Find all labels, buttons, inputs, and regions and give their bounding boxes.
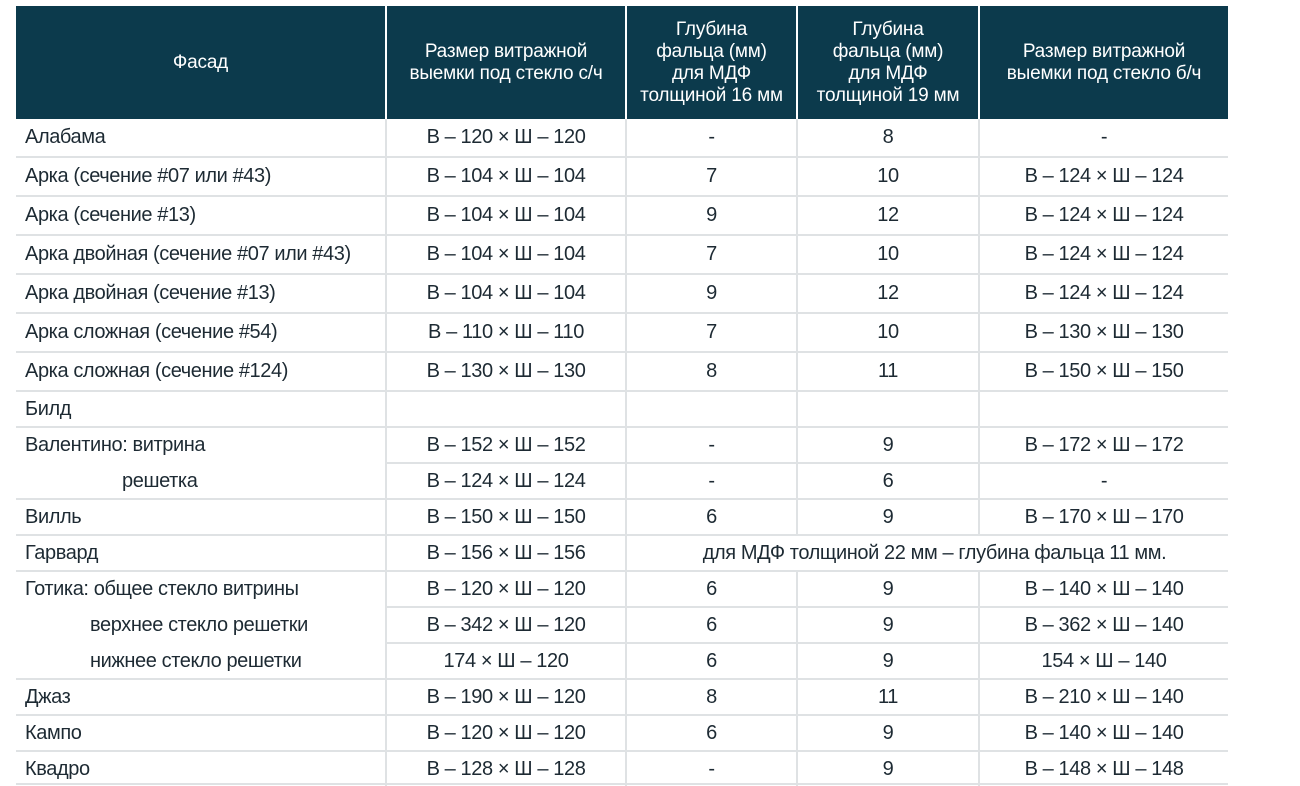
depth-16: 9	[626, 196, 797, 235]
depth-16: 7	[626, 157, 797, 196]
table-row	[16, 313, 1228, 352]
depth-16: -	[626, 427, 797, 463]
table-row	[16, 235, 1228, 274]
cutout-bc: В – 210 × Ш – 140	[979, 679, 1228, 715]
cutout-sc: В – 104 × Ш – 104	[386, 274, 626, 313]
cutout-bc: В – 150 × Ш – 150	[979, 352, 1228, 391]
cutout-sc: В – 150 × Ш – 150	[386, 499, 626, 535]
depth-16: 6	[626, 607, 797, 643]
table-row	[16, 427, 1228, 463]
depth-16: 6	[626, 571, 797, 607]
cutout-bc: В – 148 × Ш – 148	[979, 751, 1228, 786]
depth-19	[797, 391, 979, 427]
facade-name: Валентино: витрина	[16, 427, 386, 463]
cutout-bc: В – 362 × Ш – 140	[979, 607, 1228, 643]
depth-19: 11	[797, 679, 979, 715]
table-row	[16, 607, 1228, 643]
depth-note: для МДФ толщиной 22 мм – глубина фальца 11 мм.	[626, 535, 1228, 571]
cutout-sc	[386, 391, 626, 427]
cutout-sc: В – 190 × Ш – 120	[386, 679, 626, 715]
cutout-sc: В – 104 × Ш – 104	[386, 157, 626, 196]
cutout-bc: В – 124 × Ш – 124	[979, 235, 1228, 274]
cutout-sc: В – 130 × Ш – 130	[386, 352, 626, 391]
depth-19: 11	[797, 352, 979, 391]
depth-16: 6	[626, 499, 797, 535]
depth-19: 12	[797, 196, 979, 235]
facade-name: Вилль	[16, 499, 386, 535]
facade-name: Арка сложная (сечение #54)	[16, 313, 386, 352]
header-cutout-sc: Размер витражной выемки под стекло с/ч	[386, 6, 626, 119]
depth-16: -	[626, 119, 797, 157]
cutout-bc: В – 140 × Ш – 140	[979, 571, 1228, 607]
depth-16: 8	[626, 679, 797, 715]
depth-19: 9	[797, 607, 979, 643]
cutout-bc: В – 124 × Ш – 124	[979, 274, 1228, 313]
facade-name: решетка	[122, 469, 198, 492]
facade-name: Арка (сечение #13)	[16, 196, 386, 235]
cutout-sc: В – 120 × Ш – 120	[386, 715, 626, 751]
depth-16: 8	[626, 352, 797, 391]
header-cutout-bc: Размер витражной выемки под стекло б/ч	[979, 6, 1228, 119]
facade-name: Арка (сечение #07 или #43)	[16, 157, 386, 196]
cutout-bc: В – 140 × Ш – 140	[979, 715, 1228, 751]
depth-16	[626, 391, 797, 427]
facade-name: верхнее стекло решетки	[90, 613, 308, 636]
cutout-bc: В – 124 × Ш – 124	[979, 196, 1228, 235]
depth-19: 8	[797, 119, 979, 157]
cutout-sc: В – 104 × Ш – 104	[386, 235, 626, 274]
cutout-bc: -	[979, 119, 1228, 157]
depth-16: 6	[626, 715, 797, 751]
table-row	[16, 391, 1228, 427]
depth-19: 10	[797, 157, 979, 196]
header-facade: Фасад	[16, 6, 386, 119]
table-row	[16, 157, 1228, 196]
table-row	[16, 196, 1228, 235]
cutout-sc: В – 104 × Ш – 104	[386, 196, 626, 235]
depth-16: -	[626, 751, 797, 786]
depth-19: 9	[797, 643, 979, 679]
cutout-sc: В – 124 × Ш – 124	[386, 463, 626, 499]
cutout-sc: В – 120 × Ш – 120	[386, 571, 626, 607]
cutout-sc: 174 × Ш – 120	[386, 643, 626, 679]
table-row	[16, 499, 1228, 535]
table-row	[16, 274, 1228, 313]
table-row	[16, 119, 1228, 157]
depth-19: 9	[797, 715, 979, 751]
cutout-bc: В – 172 × Ш – 172	[979, 427, 1228, 463]
depth-19: 9	[797, 751, 979, 786]
depth-19: 12	[797, 274, 979, 313]
table-header	[16, 6, 1228, 119]
depth-19: 10	[797, 313, 979, 352]
depth-16: 7	[626, 235, 797, 274]
facade-name: Гарвард	[16, 535, 386, 571]
table-row	[16, 643, 1228, 679]
depth-19: 9	[797, 571, 979, 607]
facade-name: Кампо	[16, 715, 386, 751]
cutout-bc: 154 × Ш – 140	[979, 643, 1228, 679]
depth-19: 10	[797, 235, 979, 274]
facade-name: Джаз	[16, 679, 386, 715]
cutout-bc: В – 170 × Ш – 170	[979, 499, 1228, 535]
table-bottom-rule	[16, 783, 1228, 785]
cutout-bc: -	[979, 463, 1228, 499]
table-row	[16, 679, 1228, 715]
facade-name: Арка сложная (сечение #124)	[16, 352, 386, 391]
table-row	[16, 715, 1228, 751]
cutout-bc	[979, 391, 1228, 427]
depth-16: -	[626, 463, 797, 499]
header-depth-16: Глубина фальца (мм) для МДФ толщиной 16 мм	[626, 6, 797, 119]
table-row	[16, 352, 1228, 391]
facade-name: Алабама	[25, 126, 106, 148]
table-row	[16, 535, 1228, 571]
facade-name: Арка двойная (сечение #13)	[16, 274, 386, 313]
cutout-sc: В – 120 × Ш – 120	[386, 119, 626, 157]
facade-name: Арка двойная (сечение #07 или #43)	[16, 235, 386, 274]
cutout-sc: В – 110 × Ш – 110	[386, 313, 626, 352]
facade-name: Квадро	[16, 751, 386, 786]
table-body	[16, 119, 1228, 786]
cutout-sc: В – 156 × Ш – 156	[386, 535, 626, 571]
glass-cutout-table	[16, 6, 1228, 786]
facade-name: Готика: общее стекло витрины	[16, 571, 386, 607]
depth-19: 9	[797, 427, 979, 463]
depth-19: 9	[797, 499, 979, 535]
depth-16: 7	[626, 313, 797, 352]
cutout-bc: В – 124 × Ш – 124	[979, 157, 1228, 196]
cutout-sc: В – 152 × Ш – 152	[386, 427, 626, 463]
cutout-sc: В – 342 × Ш – 120	[386, 607, 626, 643]
cutout-bc: В – 130 × Ш – 130	[979, 313, 1228, 352]
cutout-sc: В – 128 × Ш – 128	[386, 751, 626, 786]
depth-16: 9	[626, 274, 797, 313]
table-row	[16, 571, 1228, 607]
table-row	[16, 463, 1228, 499]
header-depth-19: Глубина фальца (мм) для МДФ толщиной 19 мм	[797, 6, 979, 119]
facade-name: Билд	[16, 391, 386, 427]
facade-name: нижнее стекло решетки	[90, 649, 302, 672]
depth-16: 6	[626, 643, 797, 679]
table-row	[16, 751, 1228, 786]
depth-19: 6	[797, 463, 979, 499]
